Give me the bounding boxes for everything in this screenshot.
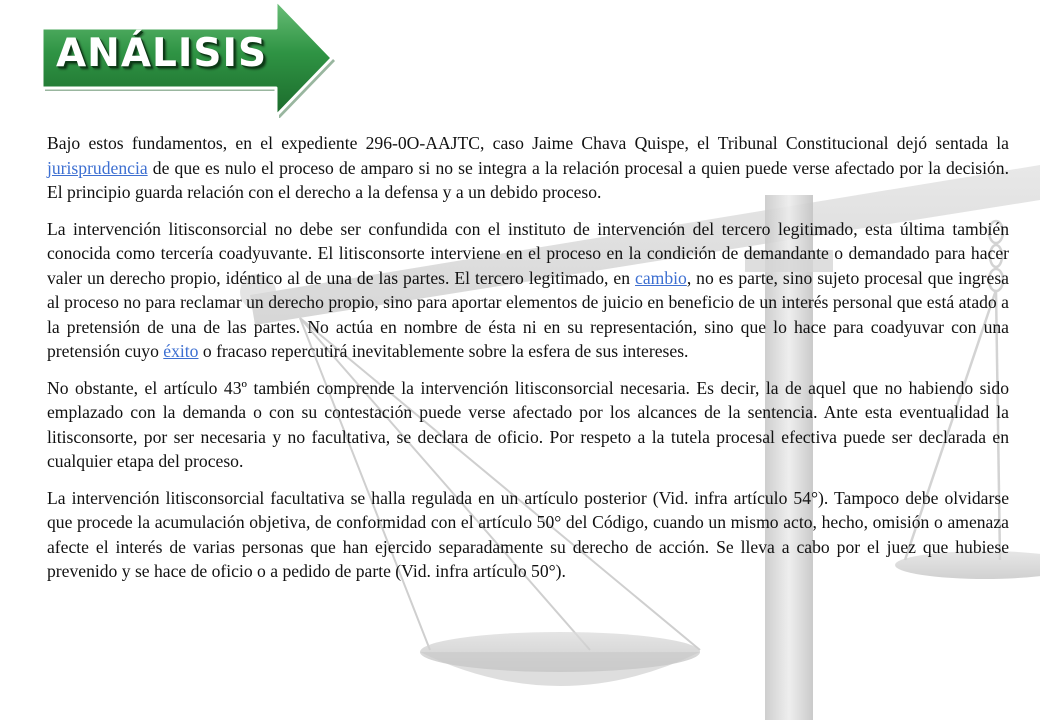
paragraph-text: o fracaso repercutirá inevitablemente sobre la esfera de sus intereses. (198, 341, 689, 361)
document-body (47, 131, 1009, 596)
paragraph-text: La intervención litisconsorcial no debe ser confundida con el instituto de intervención del tercero legitimado, esta última también conocida como tercería coadyuvante. El litisconsorte interviene en el proceso en la condición de demandante o demandado para hacer valer un derecho propio, idéntico al de una de las partes. El tercero legitimado, en (47, 218, 1009, 288)
paragraph-text: Bajo estos fundamentos, en el expediente 296-0O-AAJTC, caso Jaime Chava Quispe, el Tribunal Constitucional dejó sentada la (47, 133, 1009, 153)
link-cambio[interactable]: cambio (635, 267, 687, 288)
link-exito[interactable]: éxito (163, 341, 199, 361)
paragraph-3: No obstante, el artículo 43º también comprende la intervención litisconsorcial necesaria. Es decir, la de aquel que no habiendo sido emplazado con la demanda o con su contestación puede verse afectado por los alcances de la sentencia. Ante esta eventualidad la litisconsorte, por ser necesaria y no facultativa, se declara de oficio. Por respeto a la tutela procesal efectiva puede ser declarada en cualquier etapa del proceso. (47, 377, 1009, 471)
paragraph-4: La intervención litisconsorcial facultativa se halla regulada en un artículo posterior (Vid. infra artículo 54°). Tampoco debe olvidarse que procede la acumulación objetiva, de conformidad con el artículo 50° del Código, cuando un mismo acto, hecho, omisión o amenaza afecte el interés de varias personas que han ejercido separadamente su derecho de acción. Se lleva a cabo por el juez que hubiese prevenido y se hace de oficio o a pedido de parte (Vid. infra artículo 50°). (47, 487, 1009, 581)
link-jurisprudencia[interactable]: jurisprudencia (47, 157, 148, 178)
paragraph-text: de que es nulo el proceso de amparo si no se integra a la relación procesal a quien puede verse afectado por la decisión. El principio guarda relación con el derecho a la defensa y a un debido proceso. (47, 157, 1009, 202)
paragraph-1 (47, 131, 1009, 205)
paragraph-text: , no es parte, sino sujeto procesal que ingresa al proceso no para reclamar un derecho propio, sino para aportar elementos de juicio en beneficio de un interés personal que está atado a la pretensión de una de las partes. No actúa en nombre de ésta ni en su representación, sino que lo hace para coadyuvar con una pretensión cuyo (47, 267, 1009, 361)
paragraph-2 (47, 217, 1009, 364)
page-title: ANÁLISIS (56, 31, 268, 76)
